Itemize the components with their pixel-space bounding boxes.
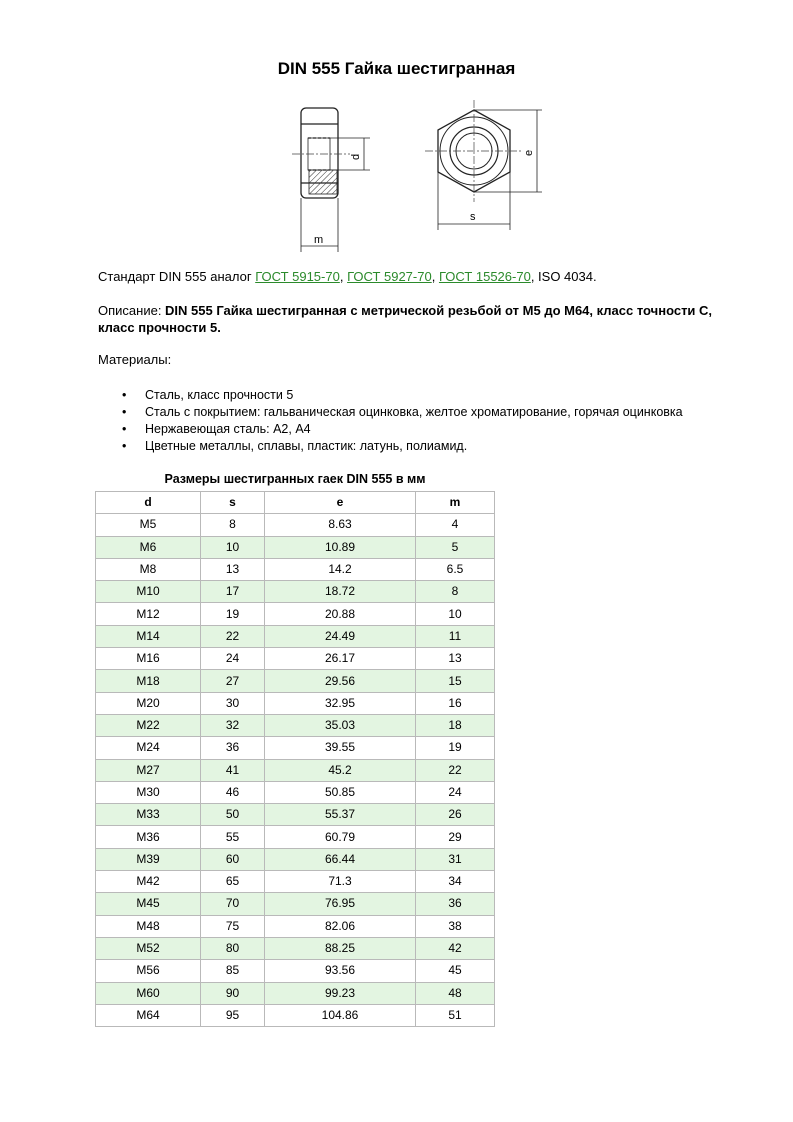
list-item bbox=[98, 404, 683, 421]
cell-m: 15 bbox=[416, 670, 495, 692]
cell-e: 45.2 bbox=[265, 759, 416, 781]
table-row bbox=[96, 536, 495, 558]
nut-technical-drawing bbox=[290, 100, 550, 260]
table-row bbox=[96, 781, 495, 803]
cell-d: M20 bbox=[96, 692, 201, 714]
cell-s: 8 bbox=[201, 514, 265, 536]
cell-m: 31 bbox=[416, 848, 495, 870]
cell-m: 34 bbox=[416, 871, 495, 893]
cell-d: M10 bbox=[96, 581, 201, 603]
material-text: Цветные металлы, сплавы, пластик: латунь, полиамид. bbox=[145, 439, 468, 453]
materials-list bbox=[98, 387, 683, 455]
table-row bbox=[96, 826, 495, 848]
cell-e: 8.63 bbox=[265, 514, 416, 536]
table-row bbox=[96, 804, 495, 826]
table-row bbox=[96, 514, 495, 536]
cell-d: M42 bbox=[96, 871, 201, 893]
cell-e: 18.72 bbox=[265, 581, 416, 603]
cell-m: 11 bbox=[416, 625, 495, 647]
materials-heading: Материалы: bbox=[98, 352, 172, 367]
cell-d: M27 bbox=[96, 759, 201, 781]
cell-d: M8 bbox=[96, 558, 201, 580]
table-row bbox=[96, 737, 495, 759]
cell-e: 29.56 bbox=[265, 670, 416, 692]
table-row bbox=[96, 692, 495, 714]
cell-s: 90 bbox=[201, 982, 265, 1004]
table-row bbox=[96, 714, 495, 736]
label-d: d bbox=[350, 153, 362, 160]
table-row bbox=[96, 670, 495, 692]
cell-e: 88.25 bbox=[265, 937, 416, 959]
cell-m: 48 bbox=[416, 982, 495, 1004]
table-row bbox=[96, 871, 495, 893]
cell-d: M18 bbox=[96, 670, 201, 692]
material-text: Нержавеющая сталь: А2, А4 bbox=[145, 422, 311, 436]
cell-m: 26 bbox=[416, 804, 495, 826]
cell-m: 16 bbox=[416, 692, 495, 714]
cell-m: 19 bbox=[416, 737, 495, 759]
table-row bbox=[96, 937, 495, 959]
cell-e: 60.79 bbox=[265, 826, 416, 848]
cell-e: 26.17 bbox=[265, 648, 416, 670]
bullet-icon: • bbox=[122, 422, 127, 436]
cell-s: 70 bbox=[201, 893, 265, 915]
table-row bbox=[96, 982, 495, 1004]
table-row bbox=[96, 759, 495, 781]
cell-e: 32.95 bbox=[265, 692, 416, 714]
cell-e: 14.2 bbox=[265, 558, 416, 580]
list-item bbox=[98, 387, 683, 404]
cell-s: 65 bbox=[201, 871, 265, 893]
header-m: m bbox=[416, 492, 495, 514]
cell-m: 45 bbox=[416, 960, 495, 982]
cell-e: 24.49 bbox=[265, 625, 416, 647]
table-row bbox=[96, 558, 495, 580]
cell-s: 22 bbox=[201, 625, 265, 647]
cell-e: 35.03 bbox=[265, 714, 416, 736]
cell-e: 99.23 bbox=[265, 982, 416, 1004]
table-header-row bbox=[96, 492, 495, 514]
cell-d: M12 bbox=[96, 603, 201, 625]
page-title: DIN 555 Гайка шестигранная bbox=[277, 59, 516, 78]
cell-s: 36 bbox=[201, 737, 265, 759]
link-gost-15526[interactable]: ГОСТ 15526-70 bbox=[438, 269, 531, 284]
cell-d: M30 bbox=[96, 781, 201, 803]
table-row bbox=[96, 603, 495, 625]
label-e: e bbox=[523, 149, 535, 156]
cell-s: 30 bbox=[201, 692, 265, 714]
header-e: e bbox=[265, 492, 416, 514]
cell-s: 19 bbox=[201, 603, 265, 625]
table-row bbox=[96, 915, 495, 937]
cell-d: M52 bbox=[96, 937, 201, 959]
cell-m: 5 bbox=[416, 536, 495, 558]
standard-sep-1: , bbox=[339, 269, 348, 284]
table-row bbox=[96, 625, 495, 647]
cell-e: 76.95 bbox=[265, 893, 416, 915]
cell-m: 38 bbox=[416, 915, 495, 937]
standard-prefix: Стандарт DIN 555 аналог bbox=[98, 269, 256, 284]
description-text: DIN 555 Гайка шестигранная с метрической резьбой от М5 до М64, класс точности C, класс прочности 5. bbox=[98, 303, 713, 335]
link-gost-5915[interactable]: ГОСТ 5915-70 bbox=[255, 269, 340, 284]
cell-d: M22 bbox=[96, 714, 201, 736]
sizes-table bbox=[95, 491, 495, 1027]
material-text: Сталь с покрытием: гальваническая оцинковка, желтое хроматирование, горячая оцинковка bbox=[145, 405, 683, 419]
table-row bbox=[96, 960, 495, 982]
cell-e: 20.88 bbox=[265, 603, 416, 625]
cell-d: M16 bbox=[96, 648, 201, 670]
table-row bbox=[96, 848, 495, 870]
standard-line bbox=[98, 269, 597, 284]
table-row bbox=[96, 648, 495, 670]
cell-d: M36 bbox=[96, 826, 201, 848]
label-m: m bbox=[314, 234, 324, 246]
cell-m: 22 bbox=[416, 759, 495, 781]
cell-m: 51 bbox=[416, 1004, 495, 1026]
list-item bbox=[98, 421, 683, 438]
cell-d: M24 bbox=[96, 737, 201, 759]
cell-e: 39.55 bbox=[265, 737, 416, 759]
cell-s: 13 bbox=[201, 558, 265, 580]
cell-m: 10 bbox=[416, 603, 495, 625]
table-row bbox=[96, 581, 495, 603]
table-body bbox=[96, 514, 495, 1027]
cell-d: M64 bbox=[96, 1004, 201, 1026]
cell-m: 36 bbox=[416, 893, 495, 915]
cell-s: 95 bbox=[201, 1004, 265, 1026]
list-item bbox=[98, 438, 683, 455]
cell-s: 17 bbox=[201, 581, 265, 603]
cell-e: 93.56 bbox=[265, 960, 416, 982]
cell-s: 24 bbox=[201, 648, 265, 670]
cell-e: 66.44 bbox=[265, 848, 416, 870]
cell-m: 6.5 bbox=[416, 558, 495, 580]
cell-d: M48 bbox=[96, 915, 201, 937]
header-d: d bbox=[96, 492, 201, 514]
cell-s: 41 bbox=[201, 759, 265, 781]
table-row bbox=[96, 893, 495, 915]
cell-m: 13 bbox=[416, 648, 495, 670]
cell-d: M39 bbox=[96, 848, 201, 870]
cell-s: 46 bbox=[201, 781, 265, 803]
header-s: s bbox=[201, 492, 265, 514]
cell-s: 32 bbox=[201, 714, 265, 736]
cell-e: 10.89 bbox=[265, 536, 416, 558]
table-caption: Размеры шестигранных гаек DIN 555 в мм bbox=[164, 472, 426, 486]
cell-m: 29 bbox=[416, 826, 495, 848]
cell-m: 24 bbox=[416, 781, 495, 803]
cell-e: 71.3 bbox=[265, 871, 416, 893]
cell-s: 80 bbox=[201, 937, 265, 959]
cell-d: M33 bbox=[96, 804, 201, 826]
material-text: Сталь, класс прочности 5 bbox=[145, 388, 294, 402]
link-gost-5927[interactable]: ГОСТ 5927-70 bbox=[347, 269, 432, 284]
cell-e: 104.86 bbox=[265, 1004, 416, 1026]
cell-d: M45 bbox=[96, 893, 201, 915]
cell-s: 27 bbox=[201, 670, 265, 692]
cell-m: 8 bbox=[416, 581, 495, 603]
standard-sep-2: , bbox=[431, 269, 439, 284]
standard-suffix: , ISO 4034. bbox=[530, 269, 597, 284]
cell-s: 85 bbox=[201, 960, 265, 982]
nut-section-hatch bbox=[309, 170, 337, 194]
bullet-icon: • bbox=[122, 439, 127, 453]
cell-s: 60 bbox=[201, 848, 265, 870]
cell-s: 10 bbox=[201, 536, 265, 558]
bullet-icon: • bbox=[122, 405, 127, 419]
bullet-icon: • bbox=[122, 388, 127, 402]
cell-s: 50 bbox=[201, 804, 265, 826]
cell-m: 42 bbox=[416, 937, 495, 959]
cell-m: 18 bbox=[416, 714, 495, 736]
description bbox=[98, 303, 738, 336]
cell-s: 55 bbox=[201, 826, 265, 848]
label-s: s bbox=[470, 211, 476, 223]
cell-d: M14 bbox=[96, 625, 201, 647]
cell-s: 75 bbox=[201, 915, 265, 937]
cell-e: 55.37 bbox=[265, 804, 416, 826]
cell-d: M60 bbox=[96, 982, 201, 1004]
cell-d: M6 bbox=[96, 536, 201, 558]
table-row bbox=[96, 1004, 495, 1026]
cell-d: M56 bbox=[96, 960, 201, 982]
description-label: Описание: bbox=[98, 303, 166, 318]
cell-e: 50.85 bbox=[265, 781, 416, 803]
cell-m: 4 bbox=[416, 514, 495, 536]
cell-e: 82.06 bbox=[265, 915, 416, 937]
cell-d: M5 bbox=[96, 514, 201, 536]
